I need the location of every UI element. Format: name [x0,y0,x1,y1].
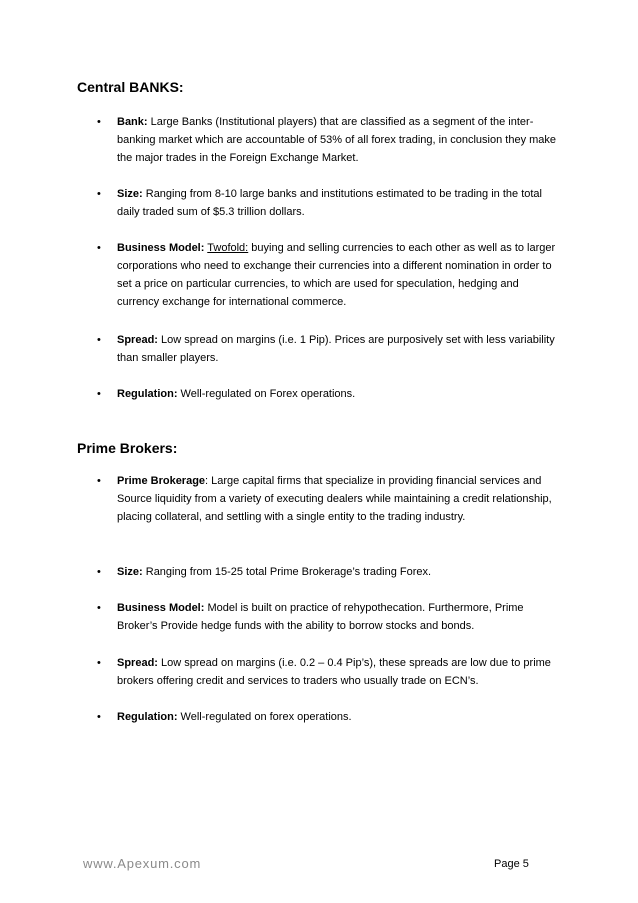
bullet-icon: • [97,566,101,578]
item-text: Ranging from 15-25 total Prime Brokerage’s trading Forex. [142,566,432,578]
bullet-icon: • [97,188,101,200]
item-label: Spread: [117,657,158,669]
item-text: Ranging from 8-10 large banks and institutions estimated to be trading in the total daily traded sum of $5.3 trillion dollars. [117,188,542,218]
item-text: buying and selling currencies to each other as well as to larger corporations who need to exchange their currencies into a different nomination in order to set a price on particular currencies, to which are used for speculation, hedging and currency exchange for international commerce. [117,242,556,308]
bullet-icon: • [97,388,101,400]
item-text: Well-regulated on forex operations. [177,711,352,723]
item-text: Large Banks (Institutional players) that are classified as a segment of the inter-banking market which are accountable of 53% of all forex trading, in conclusion they make the major trades in the Foreign Exchange Market. [117,116,557,164]
bullet-icon: • [97,242,101,254]
bullet-icon: • [97,116,101,128]
list-item-business-model [97,239,557,311]
item-label: Regulation: [117,711,178,723]
item-label: Size: [117,566,143,578]
bullet-icon: • [97,657,101,669]
footer-page-number: Page 5 [494,858,529,870]
item-text: Low spread on margins (i.e. 1 Pip). Prices are purposively set with less variability than smaller players. [117,334,555,364]
list-item-business-model [97,599,557,635]
bullet-icon: • [97,602,101,614]
item-label: Regulation: [117,388,178,400]
item-underlined-text: Twofold: [207,242,249,254]
list-item-regulation [97,385,557,403]
item-text: Well-regulated on Forex operations. [177,388,356,400]
list-item-spread [97,654,557,690]
item-text: : Large capital firms that specialize in providing financial services and Source liquidity from a variety of executing dealers while maintaining a credit relationship, placing collateral, and settling with a single entity to the trading industry. [117,475,552,523]
list-item-size [97,563,557,581]
item-label: Business Model: [117,242,205,254]
list-item-spread [97,331,557,367]
item-label: Size: [117,188,143,200]
item-label: Prime Brokerage [117,475,206,487]
footer-site-link[interactable]: www.Apexum.com [83,856,202,871]
item-text: Model is built on practice of rehypothecation. Furthermore, Prime Broker’s Provide hedge funds with the ability to borrow stocks and bonds. [117,602,524,632]
bullet-icon: • [97,711,101,723]
section-heading-prime-brokers: Prime Brokers: [77,440,178,456]
section-heading-central-banks: Central BANKS: [77,79,184,95]
list-item-size [97,185,557,221]
item-text: Low spread on margins (i.e. 0.2 – 0.4 Pip’s), these spreads are low due to prime brokers offering credit and services to traders who usually trade on ECN’s. [117,657,551,687]
list-item-regulation [97,708,557,726]
item-label: Business Model: [117,602,205,614]
bullet-icon: • [97,475,101,487]
item-label: Bank: [117,116,148,128]
list-item-prime-brokerage [97,472,557,526]
list-item-bank [97,113,557,167]
bullet-icon: • [97,334,101,346]
item-label: Spread: [117,334,158,346]
